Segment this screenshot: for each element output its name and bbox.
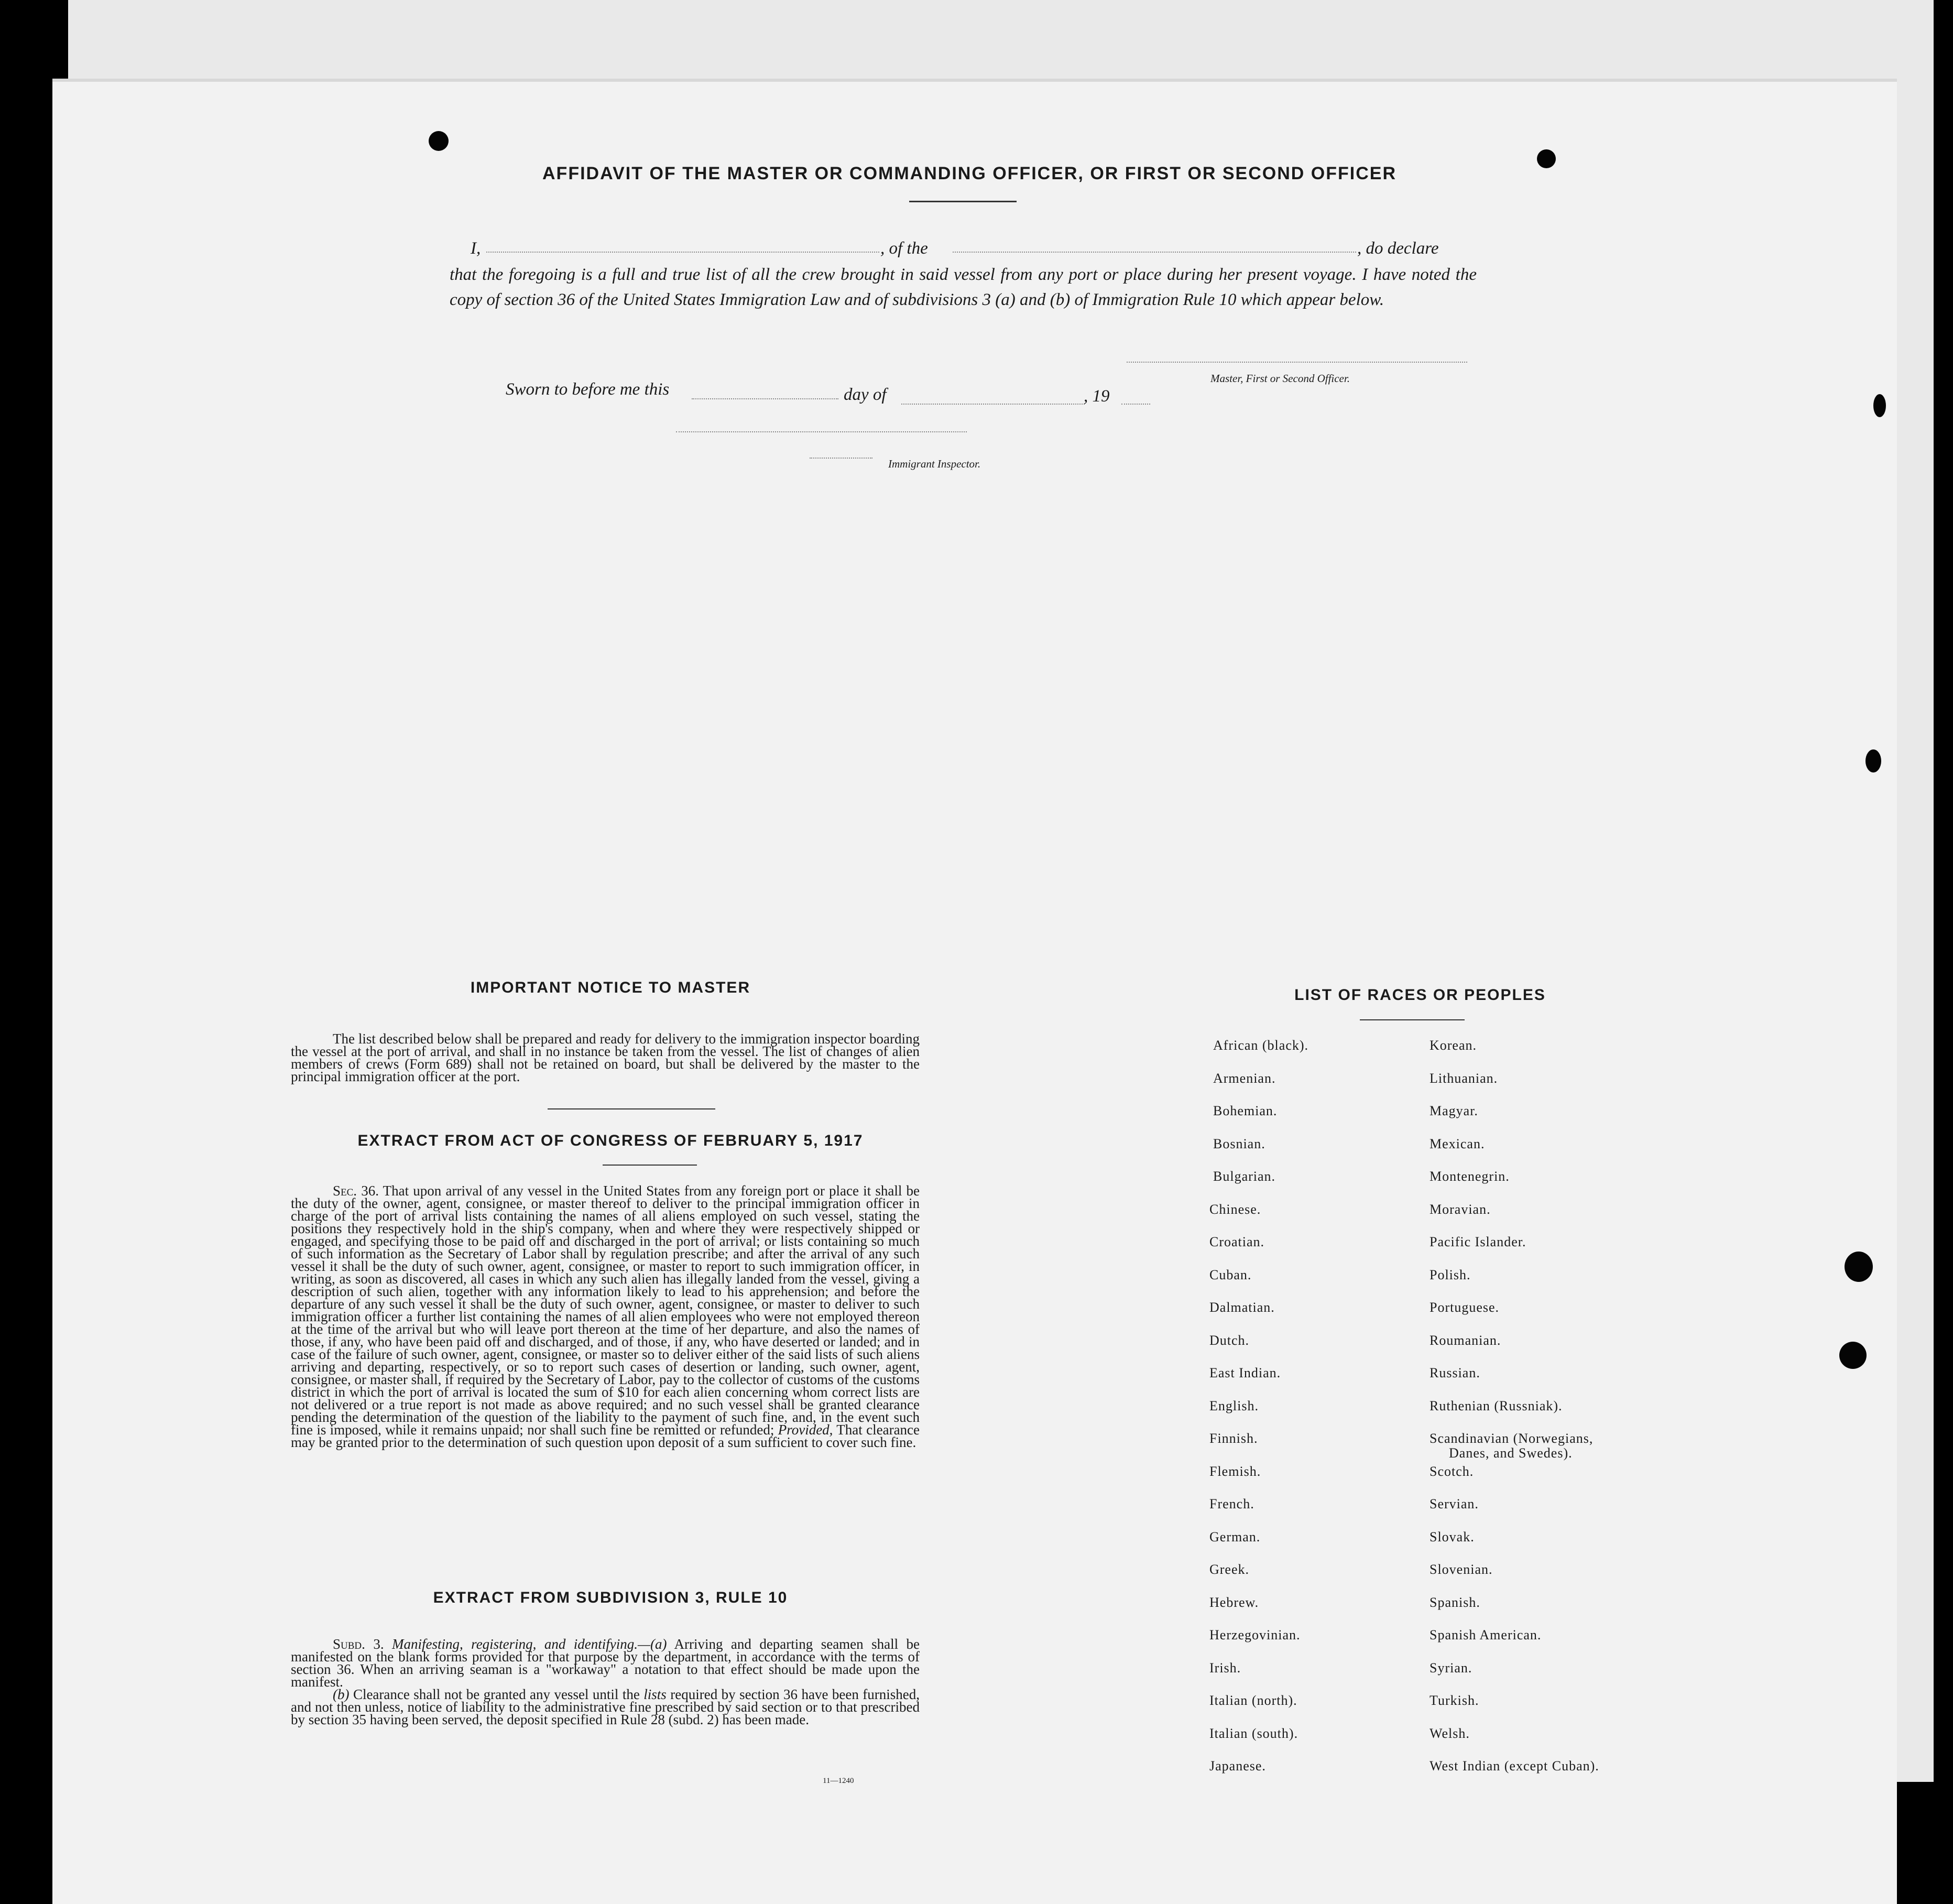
rule-text [291,1638,920,1726]
punch-hole [1839,1342,1867,1369]
race-item: East Indian. [1209,1365,1281,1380]
race-item: Spanish. [1430,1594,1480,1610]
vessel-blank[interactable] [953,252,1356,253]
form-number: 11—1240 [823,1777,854,1785]
punch-hole [1865,749,1881,773]
notice-heading: IMPORTANT NOTICE TO MASTER [470,979,751,996]
day-of-label: day of [844,385,887,404]
race-item: African (black). [1213,1038,1309,1053]
punch-hole [1537,149,1556,168]
race-item: Bosnian. [1213,1136,1265,1151]
month-blank[interactable] [901,404,1085,405]
notice-divider [548,1108,715,1109]
race-item: Portuguese. [1430,1300,1500,1315]
year-blank[interactable] [1121,404,1150,405]
race-item: Flemish. [1209,1463,1261,1479]
race-item: Dalmatian. [1209,1300,1275,1315]
race-item: Hebrew. [1209,1594,1259,1610]
race-item: Scotch. [1430,1463,1474,1479]
b-lists: lists [643,1687,667,1702]
inspector-signature-label: Immigrant Inspector. [888,458,981,470]
declaration [450,236,1477,312]
race-item: Danes, and Swedes). [1449,1445,1573,1461]
provided-label: Provided, [778,1422,833,1438]
b-label: (b) [333,1687,350,1702]
race-item: Chinese. [1209,1201,1261,1217]
section-36-text: That upon arrival of any vessel in the United States from any foreign port or place it shall be the duty of the owner, agent, consignee, or master thereof to deliver to the principal immigration officer in charge of the port of arrival lists containing the names of all aliens employed on such vessel, stating the positions they respectively hold in the ship's company, when and where they were respectively shipped or engaged, and specifying those to be paid off and discharged in the port of arrival; or lists containing so much of such information as the Secretary of Labor shall by regulation prescribe; and after the arrival of any such vessel it shall be the duty of such owner, agent, consignee, or master to report to such immigration officer, in writing, as soon as discovered, all cases in which any such alien has illegally landed from the vessel, giving a description of such alien, together with any information likely to lead to his apprehension; and before the departure of any such vessel it shall be the duty of such owner, agent, consignee, or master to deliver to such immigration officer a further list containing the names of all alien employees who were not employed thereon at the time of the arrival but who will leave port thereon at the time of her departure, and also the names of those, if any, who have been paid off and discharged, and of those, if any, who have deserted or landed; and in case of the failure of such owner, agent, consignee, or master so to deliver either of the said lists of such aliens arriving and departing, respectively, or so to report such cases of desertion or landing, such owner, agent, consignee, or master shall, if required by the Secretary of Labor, pay to the collector of customs of the customs district in which the port of arrival is located the sum of $10 for each alien concerning whom correct lists are not delivered or a true report is not made as above required; and no such vessel shall be granted clearance pending the determination of the question of the liability to the payment of such fine, and, in the event such fine is imposed, while it remains unpaid; nor shall such fine be remitted or refunded; [291,1183,920,1438]
inspector-signature-line[interactable] [676,431,967,432]
race-item: Russian. [1430,1365,1480,1380]
inspector-signature-line-2 [810,458,872,459]
races-heading: LIST OF RACES OR PEOPLES [1294,986,1546,1004]
punch-hole [1873,394,1886,417]
act-divider [603,1165,697,1166]
race-item: Italian (south). [1209,1725,1299,1741]
race-item: English. [1209,1398,1259,1413]
race-item: Herzegovinian. [1209,1627,1301,1642]
master-signature-line[interactable] [1127,362,1467,363]
race-item: Dutch. [1209,1332,1250,1348]
race-item: Bohemian. [1213,1103,1278,1118]
name-blank[interactable] [486,252,879,253]
punch-hole [429,131,449,151]
race-item: Italian (north). [1209,1693,1297,1708]
a-label: —(a) [638,1636,667,1652]
race-item: West Indian (except Cuban). [1430,1758,1599,1774]
b-text-1: Clearance shall not be granted any vessel until the [353,1687,640,1702]
race-item: Greek. [1209,1562,1250,1577]
day-blank[interactable] [692,398,838,399]
race-item: Pacific Islander. [1430,1234,1526,1249]
race-item: Turkish. [1430,1693,1479,1708]
race-item: Moravian. [1430,1201,1491,1217]
race-item: Cuban. [1209,1267,1252,1282]
race-item: German. [1209,1529,1261,1544]
race-item: Scandinavian (Norwegians, [1430,1431,1594,1446]
year-label: , 19 [1084,387,1110,406]
affidavit-title: AFFIDAVIT OF THE MASTER OR COMMANDING OFFICER, OR FIRST OR SECOND OFFICER [542,164,1396,183]
do-declare-label: , do declare [1357,239,1439,258]
i-label: I, [471,239,481,258]
race-item: Roumanian. [1430,1332,1501,1348]
subd-heading: Manifesting, registering, and identifying. [392,1636,638,1652]
declaration-first-line [450,236,1477,262]
race-item: Servian. [1430,1496,1479,1511]
races-divider [1360,1019,1465,1020]
race-item: Croatian. [1209,1234,1265,1249]
race-item: Finnish. [1209,1431,1258,1446]
race-item: French. [1209,1496,1254,1511]
b-text-2: required by section 36 have been furnished, and not then unless, notice of liability to the administrative fine prescribed by said section or to that prescribed by section 35 having been served, the deposit specified in Rule 28 (subd. 2) has been made. [291,1687,920,1727]
a-text: Arriving and departing seamen shall be manifested on the blank forms provided for that purpose by the department, in accordance with the terms of section 36. When an arriving seaman is a "workaway" a notation to that effect should be made upon the manifest. [291,1636,920,1690]
race-item: Welsh. [1430,1725,1470,1741]
subdivision-b [291,1688,920,1726]
act-heading: EXTRACT FROM ACT OF CONGRESS OF FEBRUARY 5, 1917 [357,1132,864,1149]
race-item: Spanish American. [1430,1627,1542,1642]
race-item: Irish. [1209,1660,1241,1675]
race-item: Armenian. [1213,1070,1276,1086]
page-edge [52,79,1897,82]
subdivision-a [291,1638,920,1688]
race-item: Slovak. [1430,1529,1475,1544]
notice-text: The list described below shall be prepared and ready for delivery to the immigration inspector boarding the vessel at the port of arrival, and shall in no instance be taken from the vessel. The list of changes of alien members of crews (Form 689) shall not be retained on board, but shall be delivered by the master to the principal immigration officer at the port. [291,1031,920,1084]
provided-text: That clearance may be granted prior to the determination of such question upon deposit of a sum sufficient to cover such fine. [291,1422,920,1450]
race-item: Magyar. [1430,1103,1478,1118]
declaration-text: that the foregoing is a full and true list of all the crew brought in said vessel from any port or place during her present voyage. I have noted the copy of section 36 of the United States Immigration Law and of subdivisions 3 (a) and (b) of Immigration Rule 10 which appear below. [450,265,1477,309]
race-item: Lithuanian. [1430,1070,1498,1086]
race-item: Slovenian. [1430,1562,1493,1577]
of-the-label: , of the [880,239,928,258]
race-item: Syrian. [1430,1660,1472,1675]
race-item: Japanese. [1209,1758,1266,1774]
subd-label: Subd. 3. [333,1636,384,1652]
race-item: Mexican. [1430,1136,1485,1151]
act-text [291,1184,920,1449]
race-item: Korean. [1430,1038,1477,1053]
race-item: Montenegrin. [1430,1169,1510,1184]
rule-heading: EXTRACT FROM SUBDIVISION 3, RULE 10 [433,1589,788,1606]
race-item: Bulgarian. [1213,1169,1276,1184]
master-signature-label: Master, First or Second Officer. [1210,372,1350,385]
sworn-label: Sworn to before me this [506,380,670,399]
title-divider [909,201,1017,202]
race-item: Ruthenian (Russniak). [1430,1398,1563,1413]
section-label: Sec. 36. [333,1183,379,1199]
punch-hole [1845,1252,1873,1282]
race-item: Polish. [1430,1267,1471,1282]
